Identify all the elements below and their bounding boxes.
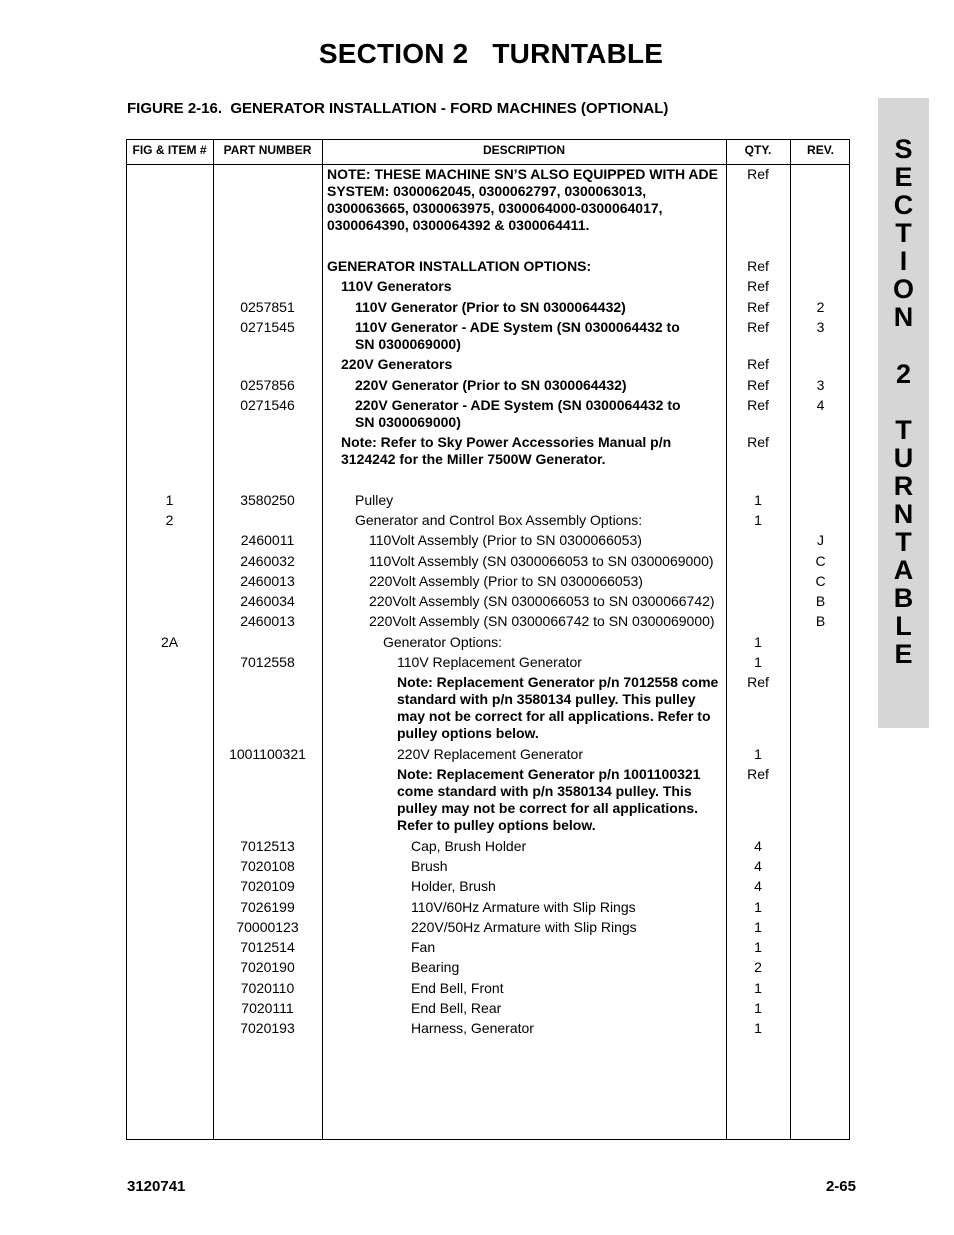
table-row-qty: 1 xyxy=(754,634,762,650)
table-row-description: 220Volt Assembly (SN 0300066742 to SN 0300069000) xyxy=(369,613,715,629)
table-row-description: Bearing xyxy=(411,959,460,975)
header-rev: REV. xyxy=(807,143,834,157)
header-divider xyxy=(126,164,850,165)
side-tab-letter: U xyxy=(893,443,914,473)
table-row-part-number: 2460013 xyxy=(240,573,295,589)
table-row-description: NOTE: THESE MACHINE SN’S ALSO EQUIPPED WITH ADE SYSTEM: 0300062045, 0300062797, 0300063013, 0300063665, 0300063975, 0300064000-0300064017, 0300064390, 0300064392 & 0300064411. xyxy=(327,166,718,233)
side-tab-letter: E xyxy=(894,639,913,669)
table-row-part-number: 7020111 xyxy=(241,1000,294,1016)
table-row-qty: 2 xyxy=(754,959,762,975)
table-row-qty: 1 xyxy=(754,492,762,508)
side-tab-letter: I xyxy=(899,246,908,276)
table-row-description: Harness, Generator xyxy=(411,1020,534,1036)
table-row-part-number: 7020190 xyxy=(240,959,295,975)
header-description: DESCRIPTION xyxy=(482,143,565,157)
table-row-description: 220Volt Assembly (SN 0300066053 to SN 0300066742) xyxy=(369,593,715,609)
table-row-qty: 1 xyxy=(754,1020,762,1036)
table-row-rev: B xyxy=(815,613,826,629)
table-row-description: 220V Replacement Generator xyxy=(397,746,583,762)
table-row-qty: Ref xyxy=(747,356,769,372)
table-row-description: Note: Refer to Sky Power Accessories Manual p/n 3124242 for the Miller 7500W Generator. xyxy=(341,434,672,467)
table-row-part-number: 0271546 xyxy=(240,397,295,413)
table-row-item: 1 xyxy=(165,492,174,508)
table-row-qty: 4 xyxy=(754,838,762,854)
table-row-qty: 1 xyxy=(754,980,762,996)
table-row-description: Brush xyxy=(411,858,448,874)
side-tab-letter: E xyxy=(894,162,913,192)
table-row-qty: 1 xyxy=(754,654,762,670)
table-row-qty: Ref xyxy=(747,377,769,393)
side-tab-letter: N xyxy=(893,499,914,529)
table-row-qty: Ref xyxy=(747,766,769,782)
table-row-part-number: 0257856 xyxy=(240,377,295,393)
section-side-tab xyxy=(878,98,929,728)
table-row-rev: 3 xyxy=(816,377,825,393)
table-row-part-number: 1001100321 xyxy=(229,746,306,762)
side-tab-letter: T xyxy=(895,527,912,557)
table-row-part-number: 2460013 xyxy=(240,613,295,629)
table-row-description: 220V Generators xyxy=(341,356,453,372)
table-row-qty: Ref xyxy=(747,434,769,450)
table-row-rev: B xyxy=(815,593,826,609)
table-row-description: Generator Options: xyxy=(383,634,503,650)
table-row-qty: 1 xyxy=(754,919,762,935)
table-row-qty: Ref xyxy=(747,674,769,690)
table-row-description: 220V Generator (Prior to SN 0300064432) xyxy=(355,377,627,393)
column-divider xyxy=(790,139,791,1140)
column-divider xyxy=(322,139,323,1140)
table-row-qty: 4 xyxy=(754,878,762,894)
table-row-description: Note: Replacement Generator p/n 7012558 come standard with p/n 3580134 pulley. This pulley may not be correct for all applications. Refer to pulley options below. xyxy=(397,674,719,741)
side-tab-letter: T xyxy=(895,415,912,445)
table-row-qty: Ref xyxy=(747,166,769,182)
side-tab-letter: L xyxy=(895,611,912,641)
table-row-part-number: 7026199 xyxy=(240,899,295,915)
table-row-part-number: 2460011 xyxy=(240,532,295,548)
side-tab-letter: 2 xyxy=(895,359,912,389)
table-row-description: 110V Generator (Prior to SN 0300064432) xyxy=(355,299,626,315)
table-row-part-number: 7020109 xyxy=(240,878,295,894)
table-row-part-number: 7012513 xyxy=(240,838,295,854)
table-row-part-number: 2460034 xyxy=(240,593,295,609)
table-row-qty: 1 xyxy=(754,1000,762,1016)
table-row-rev: C xyxy=(815,573,826,589)
side-tab-letter: N xyxy=(893,302,914,332)
table-row-description: End Bell, Front xyxy=(411,980,504,996)
table-row-item: 2A xyxy=(160,634,179,650)
table-row-description: Note: Replacement Generator p/n 1001100321 come standard with p/n 3580134 pulley. This pulley may not be correct for all applications. Refer to pulley options below. xyxy=(397,766,701,833)
table-row-description: GENERATOR INSTALLATION OPTIONS: xyxy=(327,258,592,274)
header-qty: QTY. xyxy=(744,143,772,157)
table-row-qty: 1 xyxy=(754,899,762,915)
table-row-description: 110V Replacement Generator xyxy=(397,654,582,670)
table-row-description: 110V Generator - ADE System (SN 0300064432 to SN 0300069000) xyxy=(355,319,680,352)
side-tab-letter: S xyxy=(894,134,913,164)
table-row-description: 110Volt Assembly (Prior to SN 0300066053) xyxy=(369,532,642,548)
side-tab-letter: O xyxy=(892,274,914,304)
table-row-qty: 4 xyxy=(754,858,762,874)
table-row-qty: Ref xyxy=(747,258,769,274)
table-row-qty: Ref xyxy=(747,319,769,335)
table-row-part-number: 7020193 xyxy=(240,1020,295,1036)
document-number: 3120741 xyxy=(127,1178,186,1195)
table-row-description: Holder, Brush xyxy=(411,878,496,894)
table-row-rev: 3 xyxy=(816,319,825,335)
header-item: FIG & ITEM # xyxy=(132,143,207,157)
table-row-description: Fan xyxy=(411,939,436,955)
table-row-description: End Bell, Rear xyxy=(411,1000,502,1016)
table-row-description: 110Volt Assembly (SN 0300066053 to SN 0300069000) xyxy=(369,553,714,569)
table-row-part-number: 0257851 xyxy=(240,299,295,315)
table-row-part-number: 2460032 xyxy=(240,553,295,569)
table-row-rev: 2 xyxy=(816,299,825,315)
table-row-rev: C xyxy=(815,553,826,569)
header-part-number: PART NUMBER xyxy=(223,143,312,157)
table-row-part-number: 3580250 xyxy=(240,492,295,508)
table-row-qty: 1 xyxy=(754,939,762,955)
table-row-item: 2 xyxy=(165,512,174,528)
table-row-part-number: 7012514 xyxy=(240,939,295,955)
side-tab-letter: C xyxy=(893,190,914,220)
table-row-description: Generator and Control Box Assembly Options: xyxy=(355,512,643,528)
table-row-part-number: 7020110 xyxy=(240,980,295,996)
side-tab-letter: R xyxy=(893,471,914,501)
table-row-description: 220V Generator - ADE System (SN 0300064432 to SN 0300069000) xyxy=(355,397,681,430)
table-row-qty: Ref xyxy=(747,397,769,413)
table-row-qty: Ref xyxy=(747,278,769,294)
side-tab-letter: B xyxy=(893,583,914,613)
side-tab-letter: T xyxy=(895,218,912,248)
table-row-rev: J xyxy=(817,532,824,548)
table-row-description: 220V/50Hz Armature with Slip Rings xyxy=(411,919,637,935)
table-row-part-number: 0271545 xyxy=(240,319,295,335)
table-row-description: Pulley xyxy=(355,492,394,508)
page-number: 2-65 xyxy=(825,1178,856,1195)
table-row-qty: Ref xyxy=(747,299,769,315)
figure-title: FIGURE 2-16. GENERATOR INSTALLATION - FORD MACHINES (OPTIONAL) xyxy=(127,100,669,117)
table-row-description: 220Volt Assembly (Prior to SN 0300066053) xyxy=(369,573,643,589)
table-row-part-number: 7020108 xyxy=(240,858,295,874)
table-row-rev: 4 xyxy=(816,397,825,413)
table-row-part-number: 7012558 xyxy=(240,654,295,670)
table-row-qty: 1 xyxy=(754,746,762,762)
table-row-qty: 1 xyxy=(754,512,762,528)
table-row-description: Cap, Brush Holder xyxy=(411,838,527,854)
table-row-description: 110V Generators xyxy=(341,278,452,294)
section-title: SECTION 2 TURNTABLE xyxy=(318,38,664,69)
table-row-part-number: 70000123 xyxy=(236,919,299,935)
side-tab-letter: A xyxy=(893,555,914,585)
table-row-description: 110V/60Hz Armature with Slip Rings xyxy=(411,899,636,915)
